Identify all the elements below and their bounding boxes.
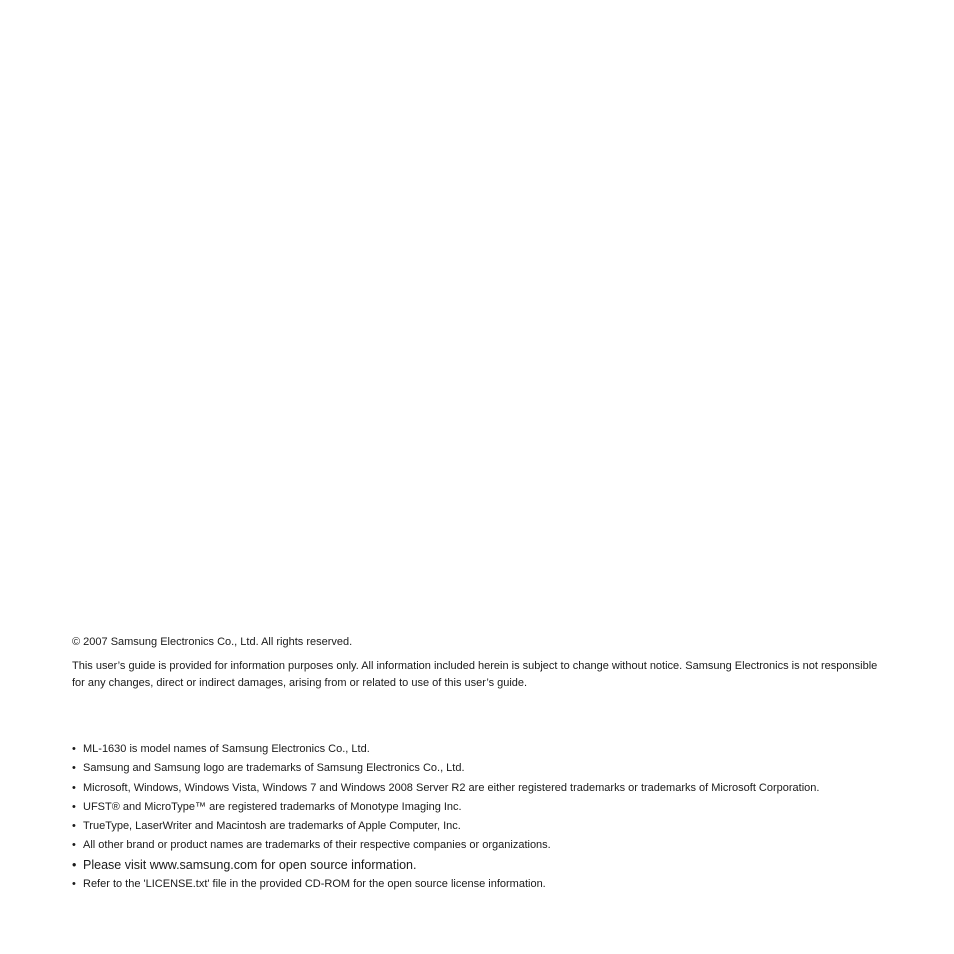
bullet: •: [72, 857, 77, 872]
bullet: •: [72, 743, 76, 755]
disclaimer-paragraph: This user’s guide is provided for information purposes only. All information included herein is subject to change without notice. Samsung Electronics is not responsible for any changes, direct or indirect damages, arising from or related to use of this user’s guide.: [72, 660, 878, 689]
bullet: •: [72, 820, 76, 833]
trademark-text: Microsoft, Windows, Windows Vista, Windows 7 and Windows 2008 Server R2 are either registered trademarks or trademarks of Microsoft Corporation.: [83, 781, 820, 794]
bullet: •: [72, 762, 76, 775]
list-item: [72, 875, 902, 894]
copyright-notice: © 2007 Samsung Electronics Co., Ltd. All rights reserved.: [72, 636, 353, 648]
trademark-text: ML-1630 is model names of Samsung Electronics Co., Ltd.: [83, 743, 370, 755]
trademark-text: UFST® and MicroType™ are registered trademarks of Monotype Imaging Inc.: [83, 800, 462, 813]
list-item: [72, 798, 902, 817]
list-item: [72, 836, 902, 855]
list-item: [72, 817, 902, 836]
list-item: [72, 779, 902, 798]
bullet: •: [72, 800, 76, 813]
trademark-text: Samsung and Samsung logo are trademarks of Samsung Electronics Co., Ltd.: [83, 762, 465, 775]
bullet: •: [72, 839, 76, 852]
list-item: [72, 856, 902, 875]
trademark-list: [72, 740, 902, 894]
trademark-text: TrueType, LaserWriter and Macintosh are trademarks of Apple Computer, Inc.: [83, 820, 461, 833]
bullet: •: [72, 878, 76, 891]
trademark-text: Please visit www.samsung.com for open source information.: [83, 857, 417, 872]
trademark-text: Refer to the 'LICENSE.txt' file in the provided CD-ROM for the open source license information.: [83, 878, 546, 891]
trademark-text: All other brand or product names are trademarks of their respective companies or organizations.: [83, 839, 551, 852]
list-item: [72, 759, 902, 778]
list-item: [72, 740, 902, 759]
bullet: •: [72, 781, 76, 794]
legal-notice: [72, 634, 892, 692]
